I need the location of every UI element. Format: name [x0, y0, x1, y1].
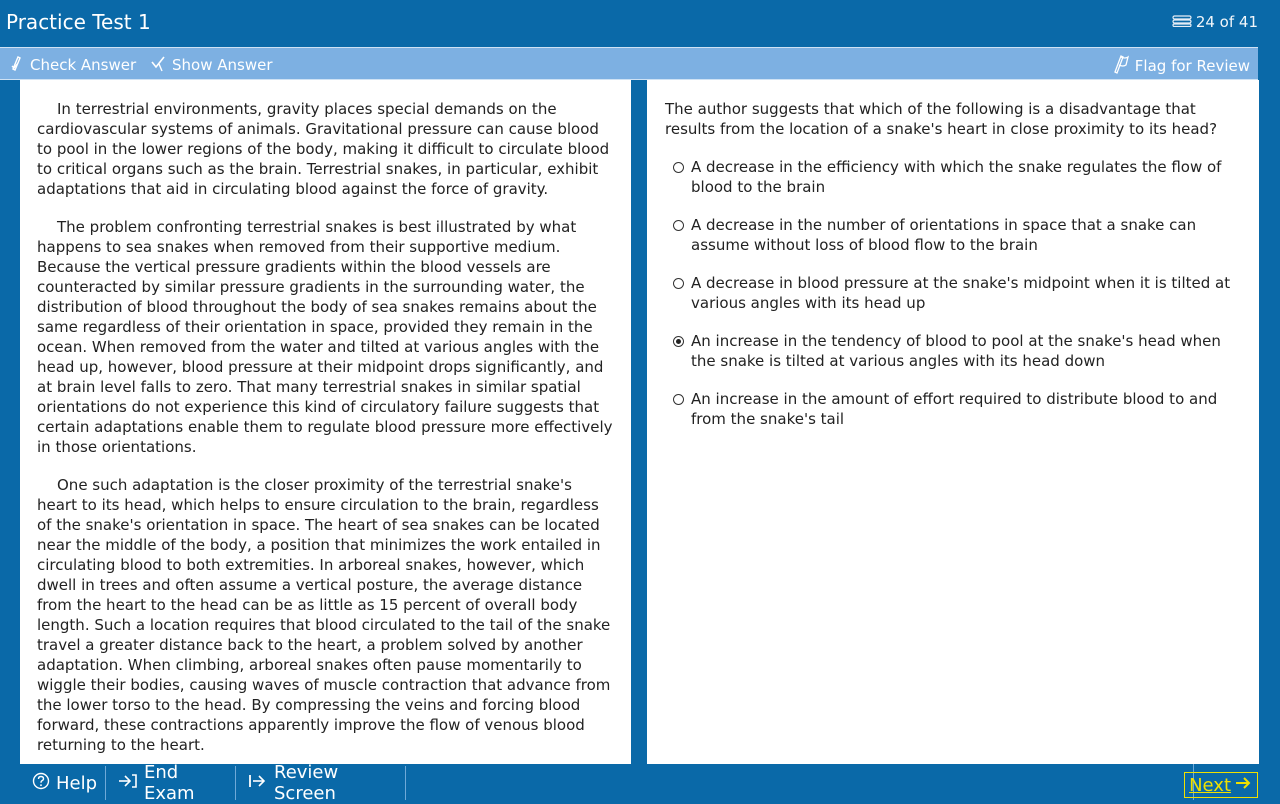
flag-icon: [1111, 54, 1131, 78]
passage-paragraph: The problem confronting terrestrial snakes is best illustrated by what happens to sea snakes when removed from their supportive medium. Because the vertical pressure gradients within the blood vessels are counteracted by similar pressure gradients in the surrounding water, the distribution of blood throughout the body of sea snakes remains about the same regardless of their orientation in space, provided they remain in the ocean. When removed from the water and tilted at various angles with the head up, however, blood pressure at their midpoint drops significantly, and at brain level falls to zero. That many terrestrial snakes in similar spatial orientations do not experience this kind of circulatory failure suggests that certain adaptations enable them to regulate blood pressure more effectively in those orientations.: [37, 218, 613, 456]
answer-option-text: A decrease in the number of orientations in space that a snake can assume without loss of blood flow to the brain: [691, 216, 1197, 254]
next-label: Next: [1189, 774, 1231, 796]
next-area: [1189, 764, 1260, 800]
question-counter-text: 24 of 41: [1195, 13, 1258, 31]
end-exam-button[interactable]: [106, 762, 236, 804]
panel-divider[interactable]: [631, 80, 647, 764]
question-stem: The author suggests that which of the following is a disadvantage that results from the location of a snake's heart in close proximity to its head?: [665, 100, 1218, 138]
help-icon: [32, 772, 50, 795]
check-answer-label: Check Answer: [30, 56, 137, 74]
answer-options: [673, 157, 1233, 447]
answer-option-text: A decrease in blood pressure at the snake's midpoint when it is tilted at various angles with its head up: [691, 274, 1231, 312]
answer-option-c[interactable]: [673, 273, 1233, 331]
title-bar: [0, 0, 1280, 45]
bottom-bar: [20, 762, 1260, 804]
question-panel: [647, 80, 1259, 764]
show-answer-label: Show Answer: [172, 56, 273, 74]
page-title: Practice Test 1: [6, 10, 151, 34]
question-counter: [1172, 13, 1258, 31]
answer-option-text: A decrease in the efficiency with which the snake regulates the flow of blood to the brain: [691, 158, 1222, 196]
answer-option-b[interactable]: [673, 215, 1233, 273]
review-screen-icon: [248, 773, 268, 794]
arrow-right-icon: [1235, 775, 1253, 796]
question-list-icon: [1172, 13, 1192, 31]
end-exam-label: End Exam: [144, 762, 195, 804]
passage-text: [37, 99, 615, 773]
radio-button[interactable]: [673, 162, 684, 173]
check-answer-button[interactable]: [10, 54, 136, 76]
radio-button[interactable]: [673, 394, 684, 405]
passage-paragraph: In terrestrial environments, gravity places special demands on the cardiovascular systems of animals. Gravitational pressure can cause blood to pool in the lower regions of the body, making it difficult to circulate blood to critical organs such as the brain. Terrestrial snakes, in particular, exhibit adaptations that aid in circulating blood against the force of gravity.: [37, 100, 610, 198]
toolbar: [0, 47, 1258, 80]
flag-for-review-button[interactable]: [1111, 54, 1250, 78]
answer-option-e[interactable]: [673, 389, 1233, 447]
radio-button[interactable]: [673, 220, 684, 231]
flag-for-review-label: Flag for Review: [1134, 57, 1250, 75]
answer-option-text: An increase in the tendency of blood to pool at the snake's head when the snake is tilted at various angles with its head down: [691, 332, 1221, 370]
help-button[interactable]: [20, 766, 106, 800]
show-answer-button[interactable]: [150, 54, 273, 76]
answer-option-a[interactable]: [673, 157, 1233, 215]
end-exam-icon: [118, 773, 138, 794]
passage-panel: [20, 80, 631, 764]
help-label: Help: [56, 772, 98, 794]
answer-option-d[interactable]: [673, 331, 1233, 389]
review-screen-label: Review Screen: [274, 762, 339, 804]
answer-option-text: An increase in the amount of effort required to distribute blood to and from the snake's tail: [691, 390, 1218, 428]
radio-button[interactable]: [673, 278, 684, 289]
passage-paragraph: One such adaptation is the closer proximity of the terrestrial snake's heart to its head, which helps to ensure circulation to the brain, regardless of the snake's orientation in space. The heart of sea snakes can be located near the middle of the body, a position that minimizes the work entailed in circulating blood to both extremities. In arboreal snakes, however, which dwell in trees and often assume a vertical posture, the average distance from the heart to the head can be as little as 15 percent of overall body length. Such a location requires that blood circulated to the tail of the snake travel a greater distance back to the heart, a problem solved by another adaptation. When climbing, arboreal snakes often pause momentarily to wiggle their bodies, causing waves of muscle contraction that advance from the lower torso to the head. By compressing the veins and forcing blood forward, these contractions apparently improve the flow of venous blood returning to the heart.: [37, 476, 611, 754]
next-button[interactable]: [1184, 772, 1258, 798]
show-answer-icon: [150, 54, 168, 76]
check-answer-icon: [10, 54, 26, 76]
radio-button-selected[interactable]: [673, 336, 684, 347]
review-screen-button[interactable]: [236, 762, 406, 804]
